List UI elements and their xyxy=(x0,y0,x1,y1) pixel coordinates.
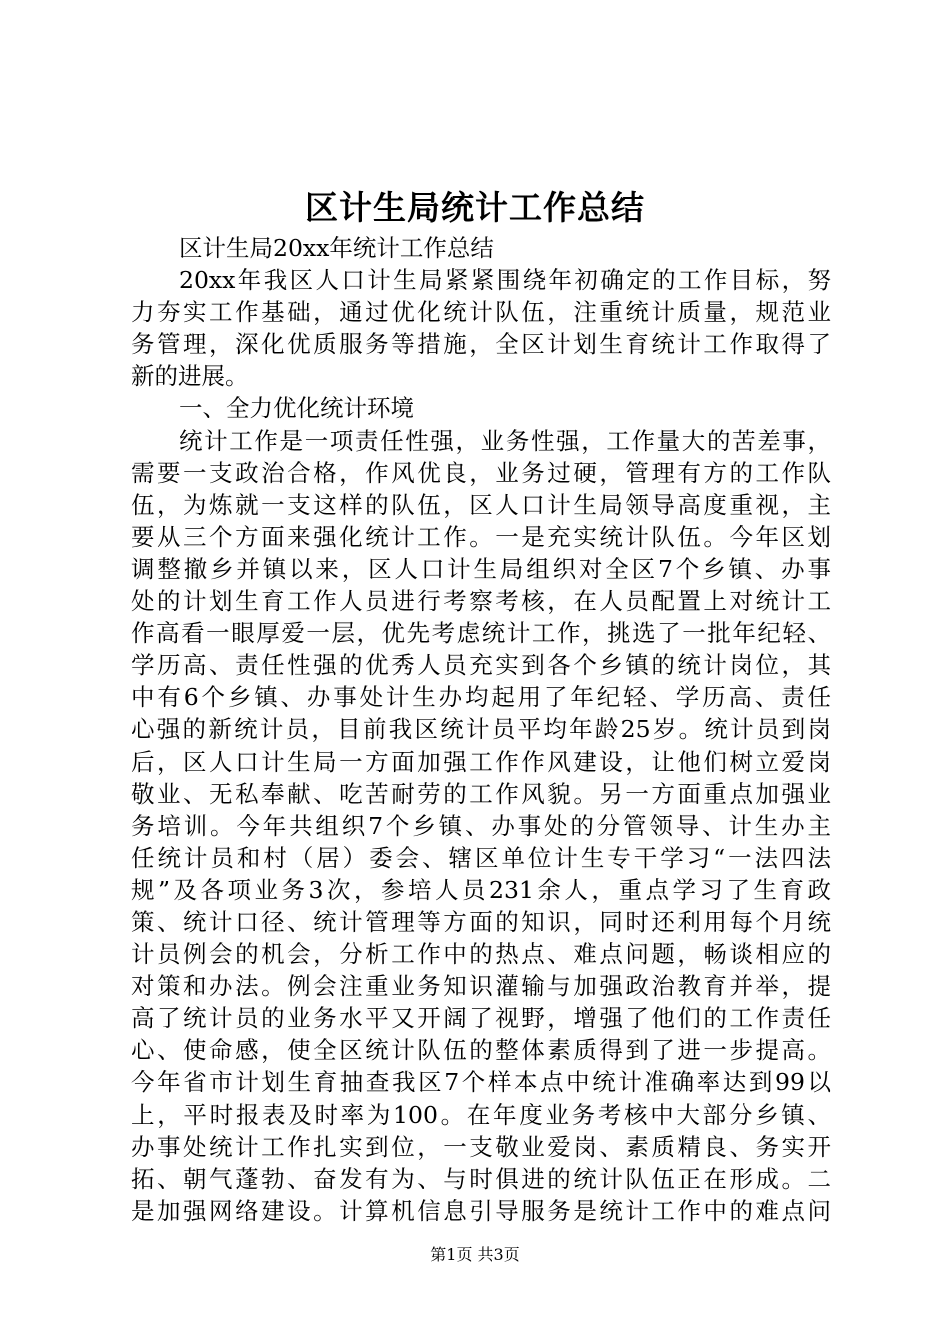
body-text-line: 计员例会的机会，分析工作中的热点、难点问题，畅谈相应的 xyxy=(131,940,831,969)
body-text-line: 心、使命感，使全区统计队伍的整体素质得到了进一步提高。 xyxy=(131,1036,831,1065)
body-text-line: 调整撤乡并镇以来，区人口计生局组织对全区7个乡镇、办事 xyxy=(131,554,831,583)
body-text-line: 作高看一眼厚爱一层，优先考虑统计工作，挑选了一批年纪轻、 xyxy=(131,619,831,648)
body-text-line: 上，平时报表及时率为100。在年度业务考核中大部分乡镇、 xyxy=(131,1100,831,1129)
document-title: 区计生局统计工作总结 xyxy=(305,188,645,227)
body-text-line: 今年省市计划生育抽查我区7个样本点中统计准确率达到99以 xyxy=(131,1068,831,1097)
body-text-line: 统计工作是一项责任性强，业务性强，工作量大的苦差事， xyxy=(179,426,831,455)
body-text-line: 学历高、责任性强的优秀人员充实到各个乡镇的统计岗位，其 xyxy=(131,651,831,680)
body-text-line: 务培训。今年共组织7个乡镇、办事处的分管领导、计生办主 xyxy=(131,811,831,840)
body-text-line: 拓、朝气蓬勃、奋发有为、与时俱进的统计队伍正在形成。二 xyxy=(131,1164,831,1193)
body-text-line: 对策和办法。例会注重业务知识灌输与加强政治教育并举，提 xyxy=(131,972,831,1001)
body-text-line: 力夯实工作基础，通过优化统计队伍，注重统计质量，规范业 xyxy=(131,298,831,327)
body-text-line: 是加强网络建设。计算机信息引导服务是统计工作中的难点问 xyxy=(131,1196,831,1225)
body-text-line: 后，区人口计生局一方面加强工作作风建设，让他们树立爱岗 xyxy=(131,747,831,776)
body-text-line: 敬业、无私奉献、吃苦耐劳的工作风貌。另一方面重点加强业 xyxy=(131,779,831,808)
body-text-line: 高了统计员的业务水平又开阔了视野，增强了他们的工作责任 xyxy=(131,1004,831,1033)
body-text-line: 策、统计口径、统计管理等方面的知识，同时还利用每个月统 xyxy=(131,907,831,936)
body-text-line: 心强的新统计员，目前我区统计员平均年龄25岁。统计员到岗 xyxy=(131,715,831,744)
body-text-line: 20xx年我区人口计生局紧紧围绕年初确定的工作目标，努 xyxy=(179,266,831,295)
body-text-line: 要从三个方面来强化统计工作。一是充实统计队伍。今年区划 xyxy=(131,522,831,551)
body-text-line: 中有6个乡镇、办事处计生办均起用了年纪轻、学历高、责任 xyxy=(131,683,831,712)
body-text-line: 伍，为炼就一支这样的队伍，区人口计生局领导高度重视，主 xyxy=(131,490,831,519)
body-text-line: 办事处统计工作扎实到位，一支敬业爱岗、素质精良、务实开 xyxy=(131,1132,831,1161)
document-body xyxy=(131,232,831,1227)
page-footer: 第1页 共3页 xyxy=(430,1245,520,1264)
body-text-line: 规”及各项业务3次，参培人员231余人，重点学习了生育政 xyxy=(131,875,831,904)
body-text-line: 区计生局20xx年统计工作总结 xyxy=(179,234,494,262)
body-text-line: 一、全力优化统计环境 xyxy=(179,394,414,423)
body-text-line: 新的进展。 xyxy=(131,362,249,391)
body-text-line: 任统计员和村（居）委会、辖区单位计生专干学习“一法四法 xyxy=(131,843,831,872)
body-text-line: 务管理，深化优质服务等措施，全区计划生育统计工作取得了 xyxy=(131,330,831,359)
body-text-line: 处的计划生育工作人员进行考察考核，在人员配置上对统计工 xyxy=(131,587,831,616)
body-text-line: 需要一支政治合格，作风优良，业务过硬，管理有方的工作队 xyxy=(131,458,831,487)
